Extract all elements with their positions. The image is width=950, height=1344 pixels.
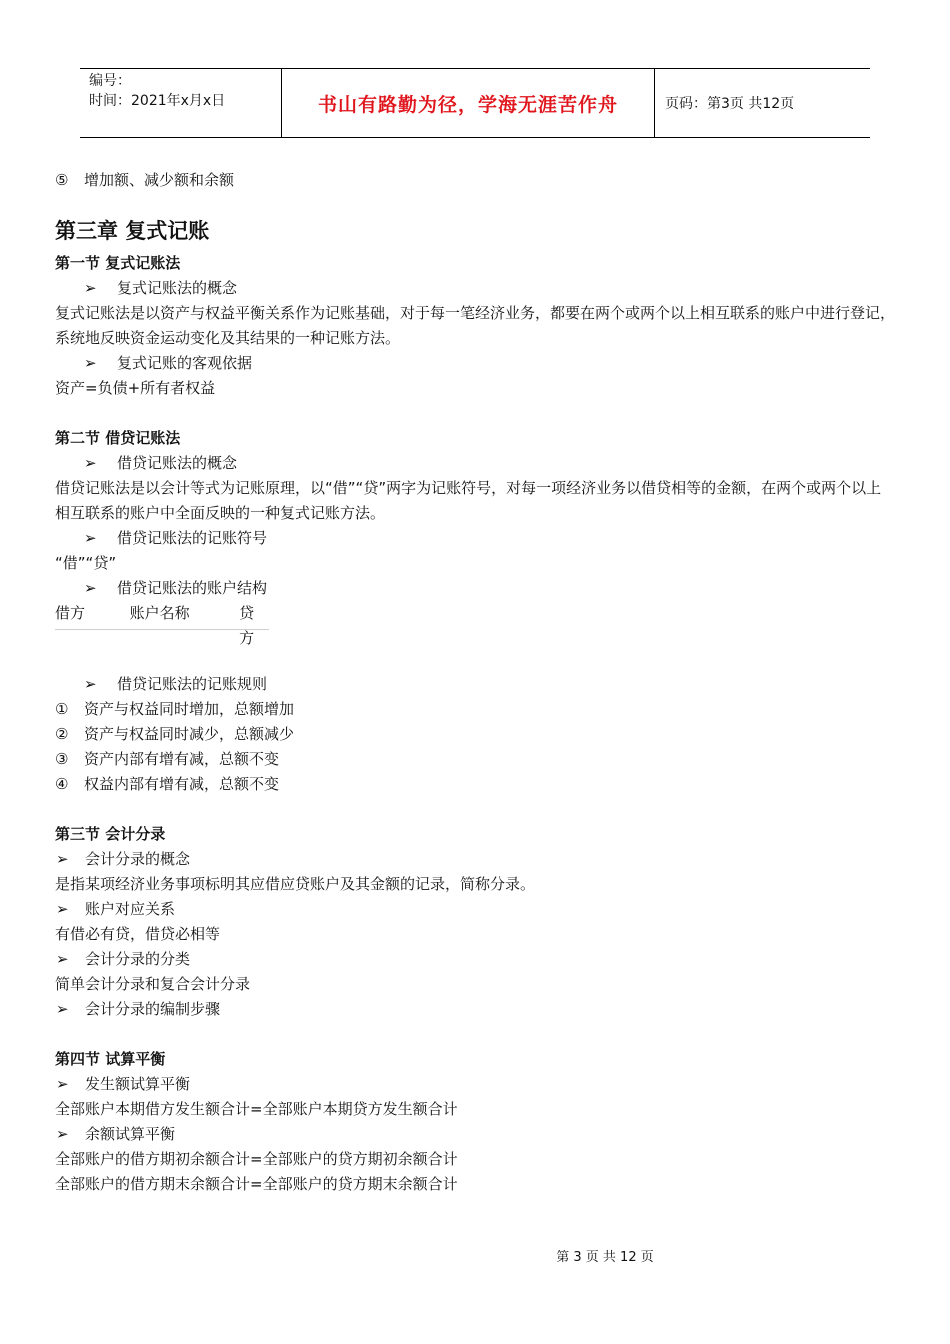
paragraph: 全部账户本期借方发生额合计=全部账户本期贷方发生额合计 xyxy=(55,1100,458,1118)
arrow-bullet-icon: ➢ xyxy=(56,1075,69,1093)
bullet-item: ➢ 借贷记账法的记账符号 xyxy=(55,526,895,551)
arrow-bullet-icon: ➢ xyxy=(84,454,97,472)
paragraph: 是指某项经济业务事项标明其应借应贷账户及其金额的记录，简称分录。 xyxy=(55,875,536,893)
paragraph: 资产=负债+所有者权益 xyxy=(55,379,216,397)
list-item: ④ 权益内部有增有减，总额不变 xyxy=(55,772,895,797)
bullet-item: ➢ 借贷记账法的记账规则 xyxy=(55,672,895,697)
acct-debit: 借方 xyxy=(55,604,86,622)
arrow-bullet-icon: ➢ xyxy=(84,675,97,693)
section-title: 第四节 试算平衡 xyxy=(55,1050,166,1068)
header-meta xyxy=(80,69,281,137)
bullet-item: ➢ 借贷记账法的概念 xyxy=(55,451,895,476)
bullet-item: ➢ 复式记账的客观依据 xyxy=(55,351,895,376)
bullet-item: ➢ 余额试算平衡 xyxy=(55,1122,895,1147)
time-label: 时间：2021年x月x日 xyxy=(89,93,226,109)
list-marker: ① xyxy=(55,700,69,718)
list-marker: ⑤ xyxy=(55,171,69,189)
arrow-bullet-icon: ➢ xyxy=(84,279,97,297)
arrow-bullet-icon: ➢ xyxy=(56,1125,69,1143)
paragraph: 复式记账法是以资产与权益平衡关系作为记账基础，对于每一笔经济业务，都要在两个或两个以上相互联系的账户中进行登记，系统地反映资金运动变化及其结果的一种记账方法。 xyxy=(55,304,896,347)
bullet-item: ➢ 账户对应关系 xyxy=(55,897,895,922)
number-label: 编号： xyxy=(89,73,131,89)
t-account xyxy=(55,601,269,647)
paragraph: “借”“贷” xyxy=(55,554,117,572)
list-item: ⑤ 增加额、减少额和余额 xyxy=(55,168,895,193)
bullet-item: ➢ 发生额试算平衡 xyxy=(55,1072,895,1097)
section-title: 第二节 借贷记账法 xyxy=(55,429,181,447)
bullet-item: ➢ 会计分录的概念 xyxy=(55,847,895,872)
paragraph: 全部账户的借方期末余额合计=全部账户的贷方期末余额合计 xyxy=(55,1175,458,1193)
arrow-bullet-icon: ➢ xyxy=(56,850,69,868)
arrow-bullet-icon: ➢ xyxy=(84,354,97,372)
list-marker: ④ xyxy=(55,775,69,793)
paragraph: 全部账户的借方期初余额合计=全部账户的贷方期初余额合计 xyxy=(55,1150,458,1168)
bullet-item: ➢ 会计分录的编制步骤 xyxy=(55,997,895,1022)
header-motto: 书山有路勤为径，学海无涯苦作舟 xyxy=(281,69,655,137)
header-page-info: 页码：第3页 共12页 xyxy=(665,96,795,112)
acct-name: 账户名称 xyxy=(129,604,190,622)
page-footer: 第 3 页 共 12 页 xyxy=(556,1250,654,1265)
paragraph: 借贷记账法是以会计等式为记账原理，以“借”“贷”两字为记账符号，对每一项经济业务以借贷相等的金额，在两个或两个以上相互联系的账户中全面反映的一种复式记账方法。 xyxy=(55,479,882,522)
section-title: 第一节 复式记账法 xyxy=(55,254,181,272)
bullet-item: ➢ 复式记账法的概念 xyxy=(55,276,895,301)
section-title: 第三节 会计分录 xyxy=(55,825,166,843)
chapter-title: 第三章 复式记账 xyxy=(55,219,210,243)
arrow-bullet-icon: ➢ xyxy=(56,900,69,918)
arrow-bullet-icon: ➢ xyxy=(84,579,97,597)
list-item: ③ 资产内部有增有减，总额不变 xyxy=(55,747,895,772)
acct-credit: 贷方 xyxy=(239,604,255,647)
list-marker: ③ xyxy=(55,750,69,768)
list-marker: ② xyxy=(55,725,69,743)
arrow-bullet-icon: ➢ xyxy=(56,1000,69,1018)
list-item: ② 资产与权益同时减少，总额减少 xyxy=(55,722,895,747)
bullet-item: ➢ 借贷记账法的账户结构 xyxy=(55,576,895,601)
bullet-item: ➢ 会计分录的分类 xyxy=(55,947,895,972)
arrow-bullet-icon: ➢ xyxy=(56,950,69,968)
paragraph: 有借必有贷，借贷必相等 xyxy=(55,925,221,943)
list-item: ① 资产与权益同时增加，总额增加 xyxy=(55,697,895,722)
page-header xyxy=(80,68,870,138)
paragraph: 简单会计分录和复合会计分录 xyxy=(55,975,251,993)
document-body xyxy=(55,168,895,1197)
arrow-bullet-icon: ➢ xyxy=(84,529,97,547)
